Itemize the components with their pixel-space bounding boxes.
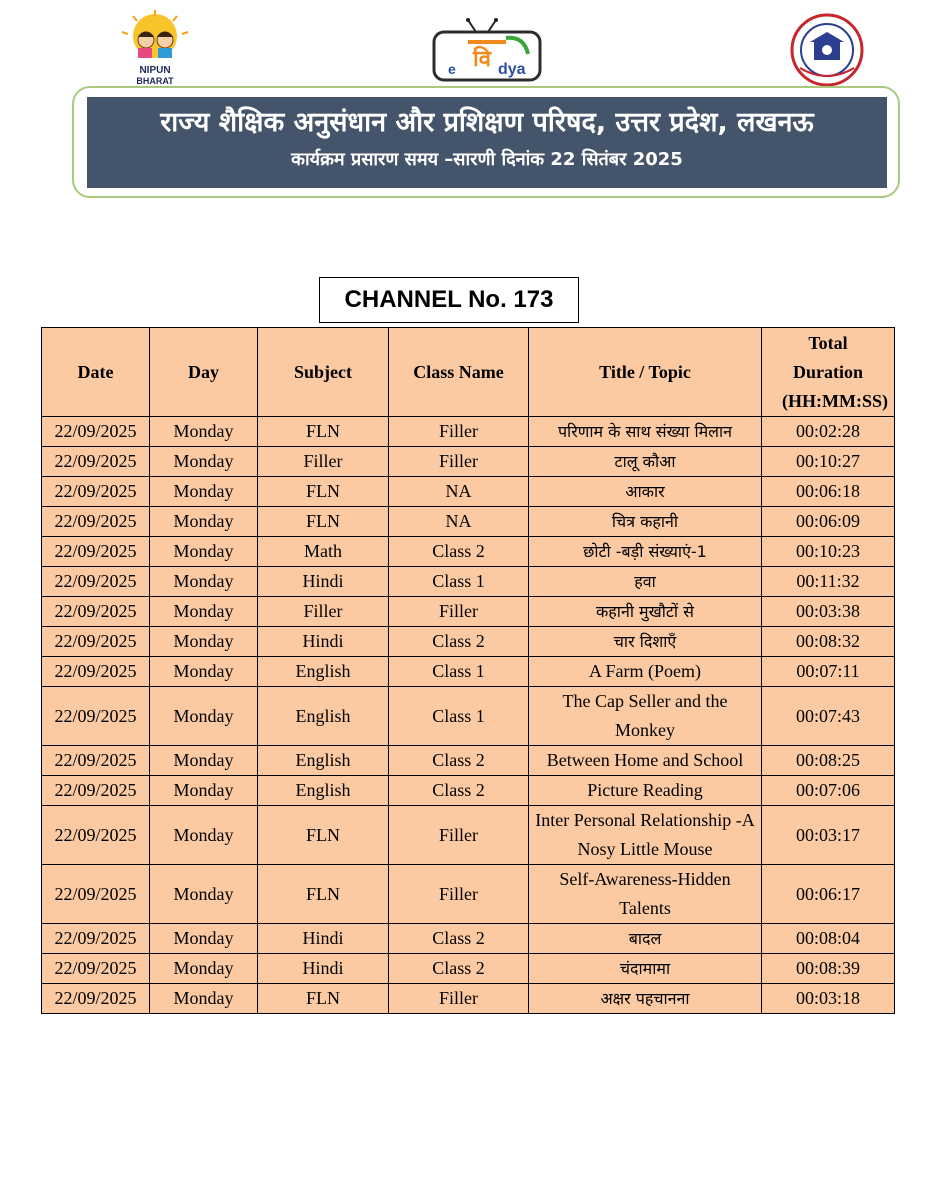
table-row	[42, 657, 895, 687]
cell-subject: Filler	[258, 447, 389, 477]
cell-date: 22/09/2025	[42, 507, 150, 537]
cell-duration: 00:11:32	[762, 567, 895, 597]
cell-title: The Cap Seller and the Monkey	[529, 687, 762, 746]
header-total-duration: Total Duration (HH:MM:SS)	[762, 328, 895, 417]
cell-class-name: Filler	[389, 984, 529, 1014]
table-row	[42, 806, 895, 865]
cell-subject: English	[258, 776, 389, 806]
cell-subject: Hindi	[258, 924, 389, 954]
cell-duration: 00:06:17	[762, 865, 895, 924]
schedule-table	[41, 327, 895, 1014]
svg-text:e: e	[448, 61, 456, 77]
table-row	[42, 537, 895, 567]
cell-title: कहानी मुखौटों से	[529, 597, 762, 627]
cell-subject: Hindi	[258, 627, 389, 657]
cell-class-name: NA	[389, 507, 529, 537]
table-row	[42, 954, 895, 984]
channel-label: CHANNEL No. 173	[319, 277, 579, 323]
cell-class-name: Filler	[389, 447, 529, 477]
cell-class-name: Class 1	[389, 687, 529, 746]
cell-title: अक्षर पहचानना	[529, 984, 762, 1014]
cell-duration: 00:07:06	[762, 776, 895, 806]
cell-title: Self-Awareness-Hidden Talents	[529, 865, 762, 924]
cell-title: A Farm (Poem)	[529, 657, 762, 687]
cell-date: 22/09/2025	[42, 537, 150, 567]
cell-title: परिणाम के साथ संख्या मिलान	[529, 417, 762, 447]
cell-class-name: Class 2	[389, 924, 529, 954]
cell-duration: 00:06:18	[762, 477, 895, 507]
header-day: Day	[150, 328, 258, 417]
table-header-row	[42, 328, 895, 417]
cell-subject: FLN	[258, 417, 389, 447]
cell-title: Inter Personal Relationship -A Nosy Little Mouse	[529, 806, 762, 865]
cell-date: 22/09/2025	[42, 447, 150, 477]
cell-class-name: Class 2	[389, 954, 529, 984]
table-row	[42, 627, 895, 657]
cell-day: Monday	[150, 984, 258, 1014]
cell-day: Monday	[150, 687, 258, 746]
cell-duration: 00:08:25	[762, 746, 895, 776]
cell-date: 22/09/2025	[42, 597, 150, 627]
cell-subject: Filler	[258, 597, 389, 627]
cell-subject: English	[258, 687, 389, 746]
cell-class-name: Filler	[389, 597, 529, 627]
table-row	[42, 776, 895, 806]
svg-text:dya: dya	[498, 61, 526, 78]
cell-class-name: Filler	[389, 806, 529, 865]
cell-class-name: Class 1	[389, 567, 529, 597]
cell-day: Monday	[150, 776, 258, 806]
table-row	[42, 687, 895, 746]
cell-day: Monday	[150, 806, 258, 865]
cell-duration: 00:02:28	[762, 417, 895, 447]
cell-date: 22/09/2025	[42, 687, 150, 746]
cell-title: छोटी -बड़ी संख्याएं-1	[529, 537, 762, 567]
cell-duration: 00:08:04	[762, 924, 895, 954]
cell-class-name: NA	[389, 477, 529, 507]
header-banner	[87, 97, 887, 188]
cell-day: Monday	[150, 597, 258, 627]
cell-subject: English	[258, 657, 389, 687]
cell-day: Monday	[150, 657, 258, 687]
cell-duration: 00:06:09	[762, 507, 895, 537]
cell-class-name: Class 2	[389, 776, 529, 806]
header-class-name: Class Name	[389, 328, 529, 417]
cell-title: हवा	[529, 567, 762, 597]
cell-title: Between Home and School	[529, 746, 762, 776]
cell-duration: 00:07:11	[762, 657, 895, 687]
cell-class-name: Class 1	[389, 657, 529, 687]
cell-duration: 00:03:18	[762, 984, 895, 1014]
nipun-logo-text-2: BHARAT	[136, 76, 174, 86]
cell-day: Monday	[150, 627, 258, 657]
table-body	[42, 417, 895, 1014]
cell-subject: English	[258, 746, 389, 776]
cell-subject: FLN	[258, 865, 389, 924]
scert-seal-icon	[780, 12, 874, 88]
cell-day: Monday	[150, 567, 258, 597]
cell-day: Monday	[150, 924, 258, 954]
cell-subject: Hindi	[258, 567, 389, 597]
table-row	[42, 746, 895, 776]
cell-class-name: Class 2	[389, 746, 529, 776]
cell-day: Monday	[150, 417, 258, 447]
cell-duration: 00:10:27	[762, 447, 895, 477]
cell-date: 22/09/2025	[42, 657, 150, 687]
page-title: राज्य शैक्षिक अनुसंधान और प्रशिक्षण परिषद, उत्तर प्रदेश, लखनऊ	[160, 107, 814, 138]
evidya-logo	[428, 18, 548, 84]
cell-class-name: Class 2	[389, 627, 529, 657]
cell-title: चित्र कहानी	[529, 507, 762, 537]
cell-date: 22/09/2025	[42, 417, 150, 447]
table-row	[42, 417, 895, 447]
cell-class-name: Class 2	[389, 537, 529, 567]
cell-date: 22/09/2025	[42, 924, 150, 954]
table-row	[42, 477, 895, 507]
cell-duration: 00:10:23	[762, 537, 895, 567]
cell-title: चार दिशाएँ	[529, 627, 762, 657]
cell-date: 22/09/2025	[42, 776, 150, 806]
cell-day: Monday	[150, 507, 258, 537]
cell-date: 22/09/2025	[42, 627, 150, 657]
table-row	[42, 924, 895, 954]
cell-duration: 00:03:38	[762, 597, 895, 627]
table-row	[42, 507, 895, 537]
cell-title: चंदामामा	[529, 954, 762, 984]
cell-day: Monday	[150, 746, 258, 776]
cell-subject: Hindi	[258, 954, 389, 984]
cell-date: 22/09/2025	[42, 984, 150, 1014]
cell-class-name: Filler	[389, 417, 529, 447]
nipun-bharat-logo	[110, 10, 200, 86]
cell-title: Picture Reading	[529, 776, 762, 806]
cell-subject: FLN	[258, 806, 389, 865]
svg-text:वि: वि	[473, 47, 491, 72]
cell-day: Monday	[150, 447, 258, 477]
table-row	[42, 597, 895, 627]
cell-day: Monday	[150, 537, 258, 567]
cell-date: 22/09/2025	[42, 806, 150, 865]
cell-duration: 00:08:39	[762, 954, 895, 984]
header-date: Date	[42, 328, 150, 417]
page-subtitle: कार्यक्रम प्रसारण समय –सारणी दिनांक 22 सितंबर 2025	[291, 149, 683, 170]
table-row	[42, 984, 895, 1014]
cell-duration: 00:08:32	[762, 627, 895, 657]
table-row	[42, 567, 895, 597]
cell-day: Monday	[150, 477, 258, 507]
cell-date: 22/09/2025	[42, 865, 150, 924]
table-row	[42, 865, 895, 924]
cell-day: Monday	[150, 954, 258, 984]
table-row	[42, 447, 895, 477]
nipun-logo-text-1: NIPUN	[139, 65, 171, 76]
cell-date: 22/09/2025	[42, 567, 150, 597]
cell-duration: 00:07:43	[762, 687, 895, 746]
cell-duration: 00:03:17	[762, 806, 895, 865]
cell-day: Monday	[150, 865, 258, 924]
cell-subject: Math	[258, 537, 389, 567]
cell-title: टालू कौआ	[529, 447, 762, 477]
cell-date: 22/09/2025	[42, 954, 150, 984]
header-title-topic: Title / Topic	[529, 328, 762, 417]
cell-title: आकार	[529, 477, 762, 507]
cell-date: 22/09/2025	[42, 746, 150, 776]
cell-subject: FLN	[258, 507, 389, 537]
cell-title: बादल	[529, 924, 762, 954]
cell-subject: FLN	[258, 477, 389, 507]
cell-date: 22/09/2025	[42, 477, 150, 507]
cell-class-name: Filler	[389, 865, 529, 924]
cell-subject: FLN	[258, 984, 389, 1014]
header-subject: Subject	[258, 328, 389, 417]
